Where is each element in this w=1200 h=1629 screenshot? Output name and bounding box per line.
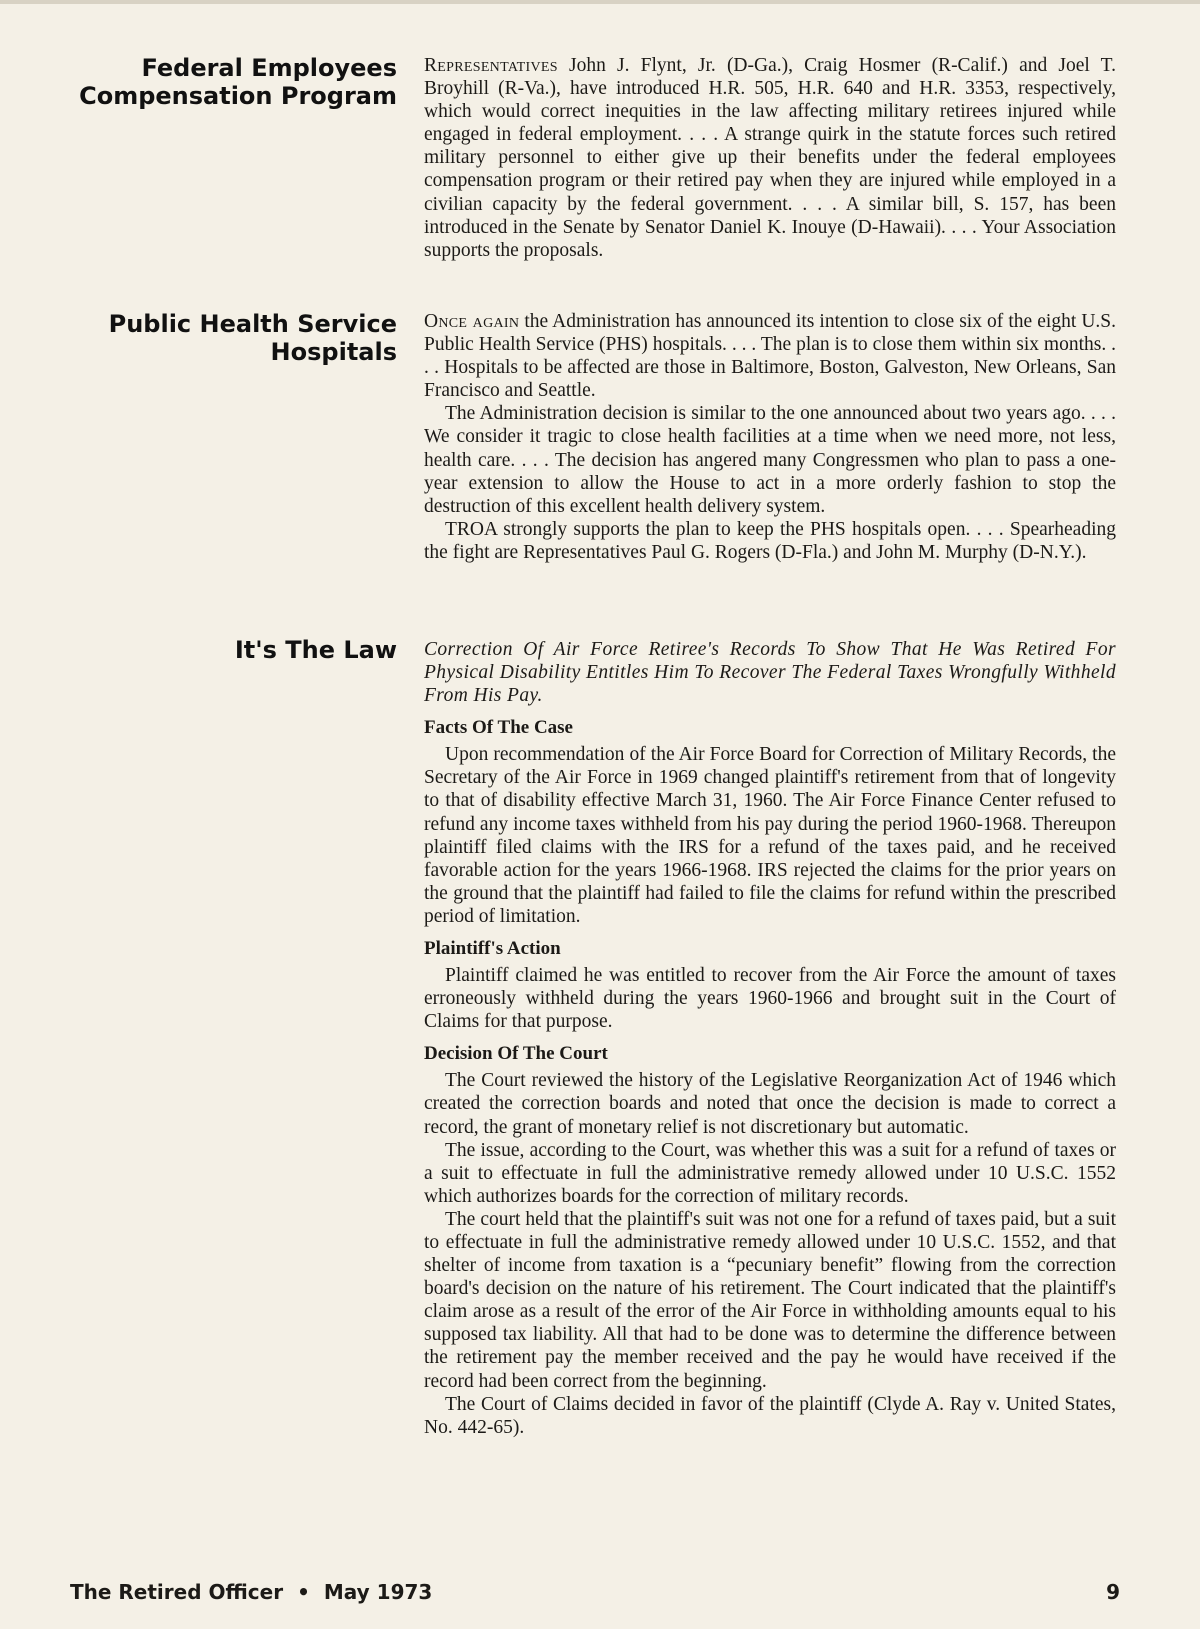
paragraph: The Court reviewed the history of the Legislative Reorganization Act of 1946 which created the correction boards and noted that once the decision is made to correct a record, the grant of monetary relief is not discretionary but automatic. <box>424 1070 1116 1138</box>
section-heading: Public Health Service Hospitals <box>108 310 397 366</box>
page-number: 9 <box>1106 1580 1120 1604</box>
lead-in: Representatives <box>424 55 558 76</box>
case-summary: Correction Of Air Force Retiree's Records To Show That He Was Retired For Physical Disability Entitles Him To Recover The Federal Taxes Wrongfully Withheld From His Pay. <box>424 639 1116 707</box>
subheading: Plaintiff's Action <box>424 938 561 960</box>
subheading: Decision Of The Court <box>424 1043 608 1065</box>
section-heading: Federal Employees Compensation Program <box>79 54 397 110</box>
issue-date: May 1973 <box>323 1580 433 1604</box>
paragraph: TROA strongly supports the plan to keep the PHS hospitals open. . . . Spearheading the fight are Representatives Paul G. Rogers (D-Fla.) and John M. Murphy (D-N.Y.). <box>424 518 1116 563</box>
section-body <box>424 638 1116 1439</box>
paragraph: The issue, according to the Court, was whether this was a suit for a refund of taxes or a suit to effectuate in full the administrative remedy allowed under 10 U.S.C. 1552 which authorizes boards for the correction of military records. <box>424 1139 1116 1207</box>
paragraph: Upon recommendation of the Air Force Board for Correction of Military Records, the Secretary of the Air Force in 1969 changed plaintiff's retirement from that of longevity to that of disability effective March 31, 1960. The Air Force Finance Center refused to refund any income taxes withheld from his pay during the period 1960-1968. Thereupon plaintiff filed claims with the IRS for a refund of the taxes paid, and he received favorable action for the years 1966-1968. IRS rejected the claims for the prior years on the ground that the plaintiff had failed to file the claims for refund within the prescribed period of limitation. <box>424 744 1116 927</box>
subheading: Facts Of The Case <box>424 717 573 739</box>
lead-in: Once again <box>424 311 520 332</box>
paragraph: The Court of Claims decided in favor of the plaintiff (Clyde A. Ray v. United States, No. 442-65). <box>424 1393 1116 1438</box>
paragraph: John J. Flynt, Jr. (D-Ga.), Craig Hosmer (R-Calif.) and Joel T. Broyhill (R-Va.), have introduced H.R. 505, H.R. 640 and H.R. 3353, respectively, which would correct inequities in the law affecting military retirees injured while engaged in federal employment. . . . A strange quirk in the statute forces such retired military personnel to either give up their benefits under the federal employees compensation program or their retired pay when they are injured while employed in a civilian capacity by the federal government. . . . A similar bill, S. 157, has been introduced in the Senate by Senator Daniel K. Inouye (D-Hawaii). . . . Your Association supports the proposals. <box>424 55 1116 261</box>
section-body <box>424 310 1116 564</box>
paragraph: The court held that the plaintiff's suit was not one for a refund of taxes paid, but a suit to effectuate in full the administrative remedy allowed under 10 U.S.C. 1552, and that shelter of income from taxation is a “pecuniary benefit” flowing from the correction board's decision on the nature of his retirement. The Court indicated that the plaintiff's claim arose as a result of the error of the Air Force in withholding amounts equal to his supposed tax liability. All that had to be done was to determine the difference between the retirement pay the member received and the pay he would have received if the record had been correct from the beginning. <box>424 1208 1116 1392</box>
section-body <box>424 54 1116 262</box>
page-top-edge <box>0 0 1200 4</box>
paragraph: The Administration decision is similar to the one announced about two years ago. . . . We consider it tragic to close health facilities at a time when we need more, not less, health care. . . . The decision has angered many Congressmen who plan to pass a one-year extension to allow the House to act in a more orderly fashion to stop the destruction of this excellent health delivery system. <box>424 403 1116 517</box>
publication-name: The Retired Officer <box>70 1580 284 1604</box>
section-heading: It's The Law <box>234 636 397 664</box>
page-footer <box>70 1580 1120 1608</box>
paragraph: the Administration has announced its intention to close six of the eight U.S. Public Health Service (PHS) hospitals. . . . The plan is to close them within six months. . . . Hospitals to be affected are those in Baltimore, Boston, Galveston, New Orleans, San Francisco and Seattle. <box>424 311 1116 402</box>
paragraph: Plaintiff claimed he was entitled to recover from the Air Force the amount of taxes erroneously withheld during the years 1960-1966 and brought suit in the Court of Claims for that purpose. <box>424 965 1116 1033</box>
footer-bullet: • <box>297 1580 310 1604</box>
